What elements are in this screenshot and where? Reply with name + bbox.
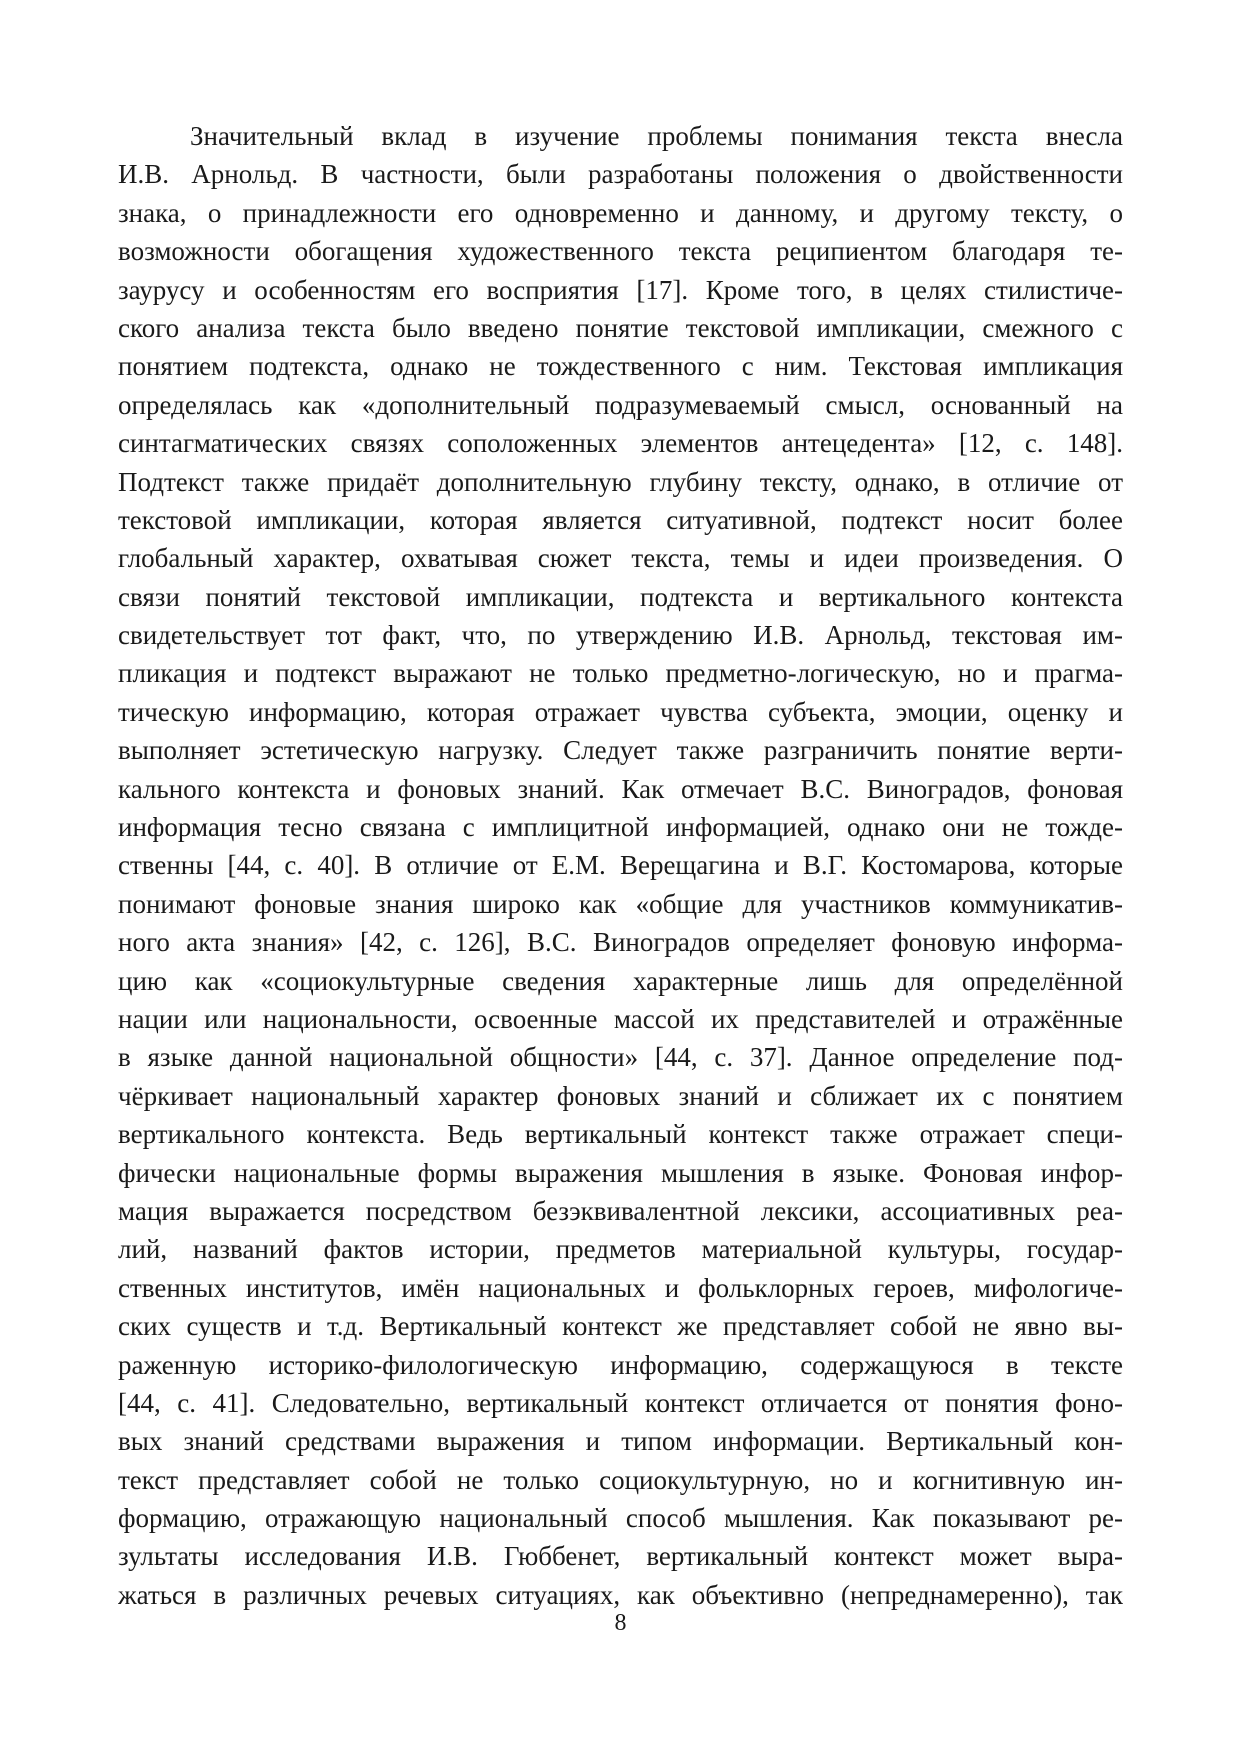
text-line: ских существ и т.д. Вертикальный контекст же представляет собой не явно вы-: [118, 1311, 1123, 1342]
text-line: знака, о принадлежности его одновременно и данному, и другому тексту, о: [118, 197, 1123, 228]
body-text: [118, 117, 1123, 1614]
text-line: пликация и подтекст выражают не только предметно-логическую, но и прагма-: [118, 658, 1123, 689]
text-line: Подтекст также придаёт дополнительную глубину тексту, однако, в отличие от: [118, 466, 1123, 497]
text-line: выполняет эстетическую нагрузку. Следует также разграничить понятие верти-: [118, 735, 1123, 766]
text-line: лий, названий фактов истории, предметов материальной культуры, государ-: [118, 1234, 1123, 1265]
text-line: текстовой импликации, которая является ситуативной, подтекст носит более: [118, 504, 1123, 535]
text-line: вертикального контекста. Ведь вертикальный контекст также отражает специ-: [118, 1119, 1123, 1150]
text-line: свидетельствует тот факт, что, по утверждению И.В. Арнольд, текстовая им-: [118, 620, 1123, 651]
text-line: нации или национальности, освоенные массой их представителей и отражённые: [118, 1003, 1123, 1034]
text-line: мация выражается посредством безэквивалентной лексики, ассоциативных реа-: [118, 1195, 1123, 1226]
text-line: цию как «социокультурные сведения характерные лишь для определённой: [118, 965, 1123, 996]
text-line: Значительный вклад в изучение проблемы понимания текста внесла: [190, 121, 1123, 151]
text-line: определялась как «дополнительный подразумеваемый смысл, основанный на: [118, 389, 1123, 420]
text-line: заурусу и особенностям его восприятия [17]. Кроме того, в целях стилистиче-: [118, 274, 1123, 305]
text-line: синтагматических связях соположенных элементов антецедента» [12, с. 148].: [118, 428, 1123, 459]
text-line: возможности обогащения художественного текста реципиентом благодаря те-: [118, 236, 1123, 267]
text-line: информация тесно связана с имплицитной информацией, однако они не тожде-: [118, 812, 1123, 843]
page-number: 8: [614, 1610, 627, 1636]
text-line: формацию, отражающую национальный способ мышления. Как показывают ре-: [118, 1503, 1123, 1534]
text-line: текст представляет собой не только социокультурную, но и когнитивную ин-: [118, 1464, 1123, 1495]
text-line: жаться в различных речевых ситуациях, как объективно (непреднамеренно), так: [118, 1579, 1123, 1610]
text-line: ственны [44, с. 40]. В отличие от Е.М. Верещагина и В.Г. Костомарова, которые: [118, 850, 1123, 881]
text-line: понимают фоновые знания широко как «общие для участников коммуникатив-: [118, 888, 1123, 919]
text-line: раженную историко-филологическую информацию, содержащуюся в тексте: [118, 1349, 1123, 1380]
text-line: чёркивает национальный характер фоновых знаний и сближает их с понятием: [118, 1080, 1123, 1111]
text-line: ского анализа текста было введено понятие текстовой импликации, смежного с: [118, 312, 1123, 343]
text-line: И.В. Арнольд. В частности, были разработаны положения о двойственности: [118, 159, 1123, 190]
text-line: кального контекста и фоновых знаний. Как отмечает В.С. Виноградов, фоновая: [118, 773, 1123, 804]
text-line: фически национальные формы выражения мышления в языке. Фоновая инфор-: [118, 1157, 1123, 1188]
text-line: тическую информацию, которая отражает чувства субъекта, эмоции, оценку и: [118, 696, 1123, 727]
text-line: вых знаний средствами выражения и типом информации. Вертикальный кон-: [118, 1426, 1123, 1457]
text-line: понятием подтекста, однако не тождественного с ним. Текстовая импликация: [118, 351, 1123, 382]
text-line: [44, с. 41]. Следовательно, вертикальный контекст отличается от понятия фоно-: [118, 1387, 1123, 1418]
text-line: зультаты исследования И.В. Гюббенет, вертикальный контекст может выра-: [118, 1541, 1123, 1572]
text-line: связи понятий текстовой импликации, подтекста и вертикального контекста: [118, 581, 1123, 612]
text-line: глобальный характер, охватывая сюжет текста, темы и идеи произведения. О: [118, 543, 1123, 574]
text-line: в языке данной национальной общности» [44, с. 37]. Данное определение под-: [118, 1042, 1123, 1073]
text-line: ственных институтов, имён национальных и фольклорных героев, мифологиче-: [118, 1272, 1123, 1303]
text-line: ного акта знания» [42, с. 126], В.С. Виноградов определяет фоновую информа-: [118, 927, 1123, 958]
